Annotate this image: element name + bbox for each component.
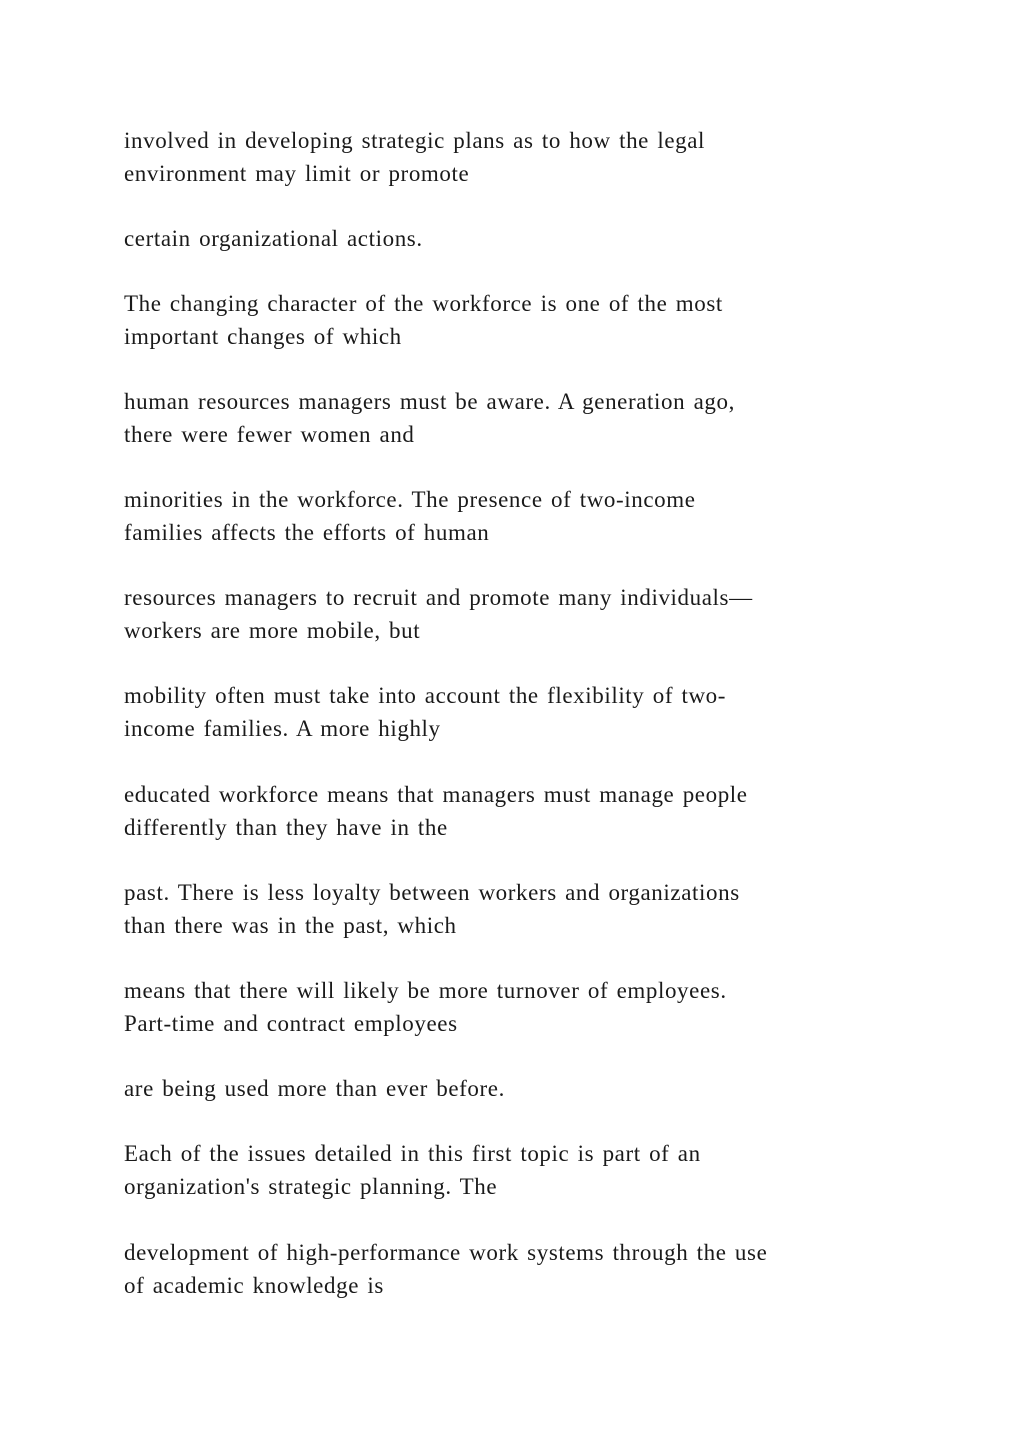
text-line: income families. A more highly	[124, 716, 441, 741]
paragraph-5	[124, 483, 924, 549]
text-line: environment may limit or promote	[124, 161, 470, 186]
text-line: differently than they have in the	[124, 815, 448, 840]
paragraph-10	[124, 974, 924, 1040]
text-line: certain organizational actions.	[124, 226, 423, 251]
text-line: important changes of which	[124, 324, 402, 349]
text-line: human resources managers must be aware. A generation ago,	[124, 389, 735, 414]
paragraph-6	[124, 581, 924, 647]
paragraph-3	[124, 287, 924, 353]
text-line: workers are more mobile, but	[124, 618, 421, 643]
text-line: resources managers to recruit and promote many individuals—	[124, 585, 753, 610]
text-line: there were fewer women and	[124, 422, 415, 447]
text-line: past. There is less loyalty between workers and organizations	[124, 880, 740, 905]
paragraph-2	[124, 222, 924, 255]
paragraph-4	[124, 385, 924, 451]
paragraph-1	[124, 124, 924, 190]
text-line: development of high-performance work systems through the use	[124, 1240, 768, 1265]
text-line: means that there will likely be more turnover of employees.	[124, 978, 727, 1003]
text-line: mobility often must take into account the flexibility of two-	[124, 683, 727, 708]
text-line: educated workforce means that managers must manage people	[124, 782, 748, 807]
text-line: Each of the issues detailed in this first topic is part of an	[124, 1141, 701, 1166]
paragraph-13	[124, 1236, 924, 1302]
text-line: Part-time and contract employees	[124, 1011, 458, 1036]
paragraph-9	[124, 876, 924, 942]
paragraph-12	[124, 1137, 924, 1203]
text-line: of academic knowledge is	[124, 1273, 384, 1298]
text-line: organization's strategic planning. The	[124, 1174, 498, 1199]
paragraph-11	[124, 1072, 924, 1105]
text-line: minorities in the workforce. The presence of two-income	[124, 487, 696, 512]
paragraph-8	[124, 778, 924, 844]
text-line: are being used more than ever before.	[124, 1076, 505, 1101]
paragraph-7	[124, 679, 924, 745]
text-line: than there was in the past, which	[124, 913, 457, 938]
text-line: The changing character of the workforce is one of the most	[124, 291, 723, 316]
text-line: involved in developing strategic plans as to how the legal	[124, 128, 706, 153]
text-line: families affects the efforts of human	[124, 520, 490, 545]
